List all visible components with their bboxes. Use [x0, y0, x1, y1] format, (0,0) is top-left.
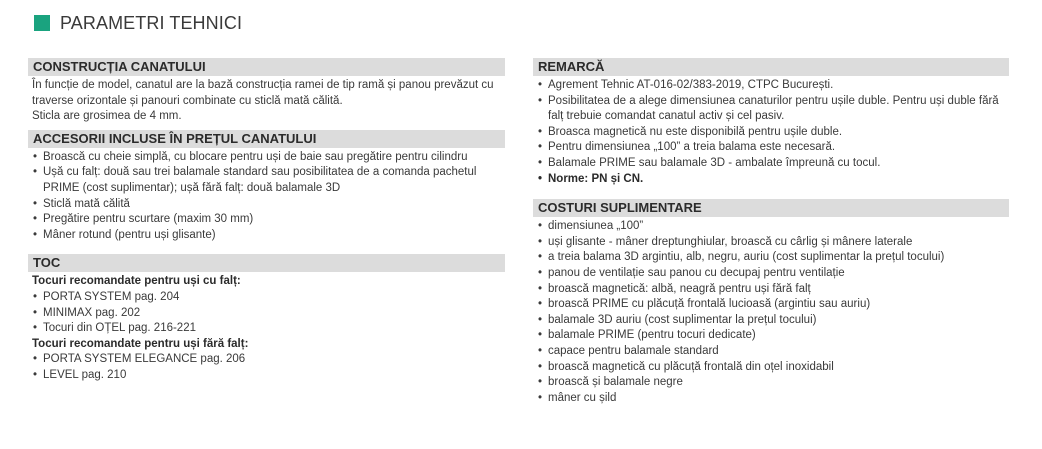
- list-item: • Broască cu cheie simplă, cu blocare pentru uși de baie sau pregătire pentru cilindru: [32, 150, 505, 166]
- list-item: • Pentru dimensiunea „100” a treia balama este necesară.: [537, 140, 1009, 156]
- bullet-list: [32, 352, 505, 383]
- section-remarca: [533, 58, 1009, 187]
- section-title: COSTURI SUPLIMENTARE: [533, 199, 1009, 217]
- bullet-list: [32, 290, 505, 337]
- list-item: • PORTA SYSTEM pag. 204: [32, 290, 505, 306]
- section-accesorii-incluse: [28, 130, 505, 244]
- list-item: • broască magnetică: albă, neagră pentru uși fără falț: [537, 282, 1009, 298]
- section-body: [28, 272, 505, 383]
- list-item: • Sticlă mată călită: [32, 197, 505, 213]
- bullet-list: [32, 150, 505, 244]
- list-item: • Ușă cu falț: două sau trei balamale standard sau posibilitatea de a comanda pachetul PRIME (cost suplimentar); ușă fără falț: două balamale 3D: [32, 165, 505, 196]
- list-item: • broască și balamale negre: [537, 375, 1009, 391]
- list-item: • Broasca magnetică nu este disponibilă pentru ușile duble.: [537, 125, 1009, 141]
- list-item-norme: • Norme: PN și CN.: [537, 172, 1009, 188]
- bullet-list: [537, 219, 1009, 406]
- section-title: CONSTRUCȚIA CANATULUI: [28, 58, 505, 76]
- list-item: • uși glisante - mâner dreptunghiular, broască cu cârlig și mânere laterale: [537, 235, 1009, 251]
- left-column: [28, 58, 505, 384]
- list-item: • a treia balama 3D argintiu, alb, negru, auriu (cost suplimentar la prețul tocului): [537, 250, 1009, 266]
- list-item: • LEVEL pag. 210: [32, 368, 505, 384]
- section-body: [533, 217, 1009, 406]
- paragraph: Sticla are grosimea de 4 mm.: [32, 110, 182, 123]
- list-item: • MINIMAX pag. 202: [32, 306, 505, 322]
- accent-square: [34, 15, 50, 31]
- section-constructia-canatului: [28, 58, 505, 125]
- section-costuri-suplimentare: [533, 199, 1009, 406]
- subsection-title: Tocuri recomandate pentru uși fără falț:: [32, 337, 249, 350]
- subsection-title: Tocuri recomandate pentru uși cu falț:: [32, 275, 241, 288]
- section-body: [28, 76, 505, 125]
- section-body: [28, 148, 505, 244]
- list-item: • Pregătire pentru scurtare (maxim 30 mm): [32, 212, 505, 228]
- list-item: • Balamale PRIME sau balamale 3D - ambalate împreună cu tocul.: [537, 156, 1009, 172]
- page-title: PARAMETRI TEHNICI: [60, 12, 243, 33]
- page-header: [34, 12, 242, 34]
- list-item: • dimensiunea „100”: [537, 219, 1009, 235]
- paragraph: În funcție de model, canatul are la bază construcția ramei de tip ramă și panou prevăzut cu traverse orizontale și panouri combinate cu sticlă mată călită.: [32, 79, 494, 107]
- right-column: [533, 58, 1009, 406]
- list-item: • mâner cu șild: [537, 391, 1009, 407]
- section-title: TOC: [28, 254, 505, 272]
- list-item: • Posibilitatea de a alege dimensiunea canaturilor pentru ușile duble. Pentru uși duble fără falț trebuie comandat canatul activ și cel pasiv.: [537, 94, 1009, 125]
- list-item: • Mâner rotund (pentru uși glisante): [32, 228, 505, 244]
- list-item: • broască PRIME cu plăcuță frontală lucioasă (argintiu sau auriu): [537, 297, 1009, 313]
- list-item: • Agrement Tehnic AT-016-02/383-2019, CTPC București.: [537, 78, 1009, 94]
- list-item: • panou de ventilație sau panou cu decupaj pentru ventilație: [537, 266, 1009, 282]
- list-item: • broască magnetică cu plăcuță frontală din oțel inoxidabil: [537, 360, 1009, 376]
- section-toc: [28, 254, 505, 383]
- section-title: REMARCĂ: [533, 58, 1009, 76]
- list-item: • capace pentru balamale standard: [537, 344, 1009, 360]
- section-title: ACCESORII INCLUSE ÎN PREȚUL CANATULUI: [28, 130, 505, 148]
- list-item: • PORTA SYSTEM ELEGANCE pag. 206: [32, 352, 505, 368]
- section-body: [533, 76, 1009, 187]
- list-item: • balamale PRIME (pentru tocuri dedicate): [537, 328, 1009, 344]
- bullet-list: [537, 78, 1009, 187]
- list-item: • balamale 3D auriu (cost suplimentar la prețul tocului): [537, 313, 1009, 329]
- list-item: • Tocuri din OȚEL pag. 216-221: [32, 321, 505, 337]
